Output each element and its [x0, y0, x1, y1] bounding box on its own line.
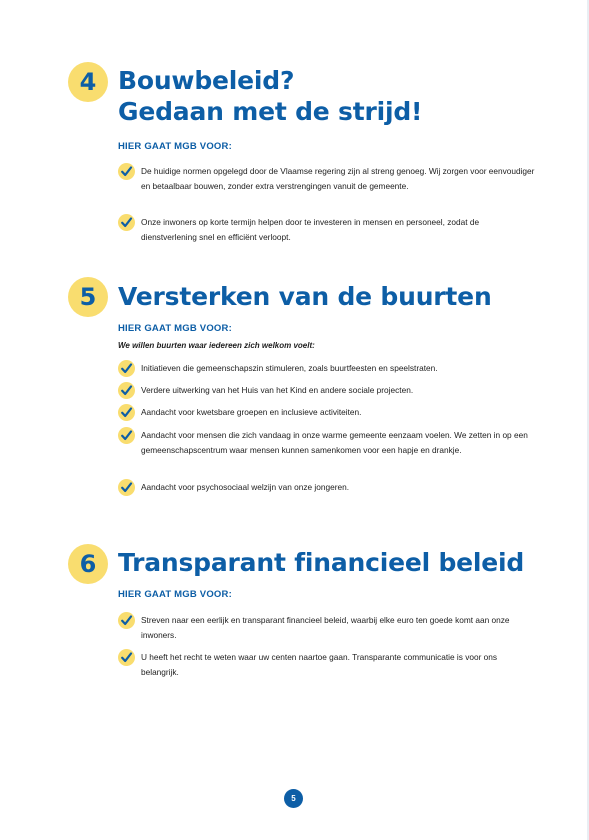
bullet-text: Onze inwoners op korte termijn helpen door te investeren in mensen en personeel, zodat de dienstverlening snel en efficiënt verloopt. [141, 217, 480, 242]
page-number: 5 [284, 789, 303, 808]
bullet-text: Aandacht voor kwetsbare groepen en inclusieve activiteiten. [141, 407, 362, 417]
checkmark-icon [118, 404, 135, 421]
checkmark-icon [118, 163, 135, 180]
checkmark-icon [118, 360, 135, 377]
checkmark-icon [118, 612, 135, 629]
section-title [118, 547, 524, 578]
section-title-line: Gedaan met de strijd! [118, 97, 423, 126]
section-title [118, 281, 492, 312]
section-number-badge: 5 [68, 277, 108, 317]
section-title-line: Transparant financieel beleid [118, 548, 525, 577]
section-subheading: HIER GAAT MGB VOOR: [118, 141, 232, 152]
checkmark-icon [118, 427, 135, 444]
checkmark-icon [118, 382, 135, 399]
checkmark-icon [118, 214, 135, 231]
section-title-line: Versterken van de buurten [118, 282, 492, 311]
section-title [118, 65, 422, 127]
section-number-badge: 4 [68, 62, 108, 102]
checkmark-icon [118, 479, 135, 496]
section-intro: We willen buurten waar iedereen zich welkom voelt: [118, 341, 315, 350]
bullet-text: Aandacht voor psychosociaal welzijn van onze jongeren. [141, 482, 350, 492]
section-number-badge: 6 [68, 544, 108, 584]
section-subheading: HIER GAAT MGB VOOR: [118, 323, 232, 334]
section-title-line: Bouwbeleid? [118, 66, 295, 95]
checkmark-icon [118, 649, 135, 666]
bullet-text: U heeft het recht te weten waar uw centen naartoe gaan. Transparante communicatie is voor ons belangrijk. [141, 652, 498, 677]
bullet-text: Streven naar een eerlijk en transparant financieel beleid, waarbij elke euro ten goede komt aan onze inwoners. [141, 615, 510, 640]
bullet-text: Aandacht voor mensen die zich vandaag in onze warme gemeente eenzaam voelen. We zetten in op een gemeenschapscentrum waar mensen kunnen samenkomen voor een hapje en drankje. [141, 430, 528, 455]
bullet-text: Initiatieven die gemeenschapszin stimuleren, zoals buurtfeesten en speelstraten. [141, 363, 438, 373]
bullet-text: Verdere uitwerking van het Huis van het Kind en andere sociale projecten. [141, 385, 414, 395]
section-subheading: HIER GAAT MGB VOOR: [118, 589, 232, 600]
bullet-text: De huidige normen opgelegd door de Vlaamse regering zijn al streng genoeg. Wij zorgen voor eenvoudiger en betaalbaar bouwen, zonder extra verstrengingen vanuit de gemeente. [141, 166, 535, 191]
